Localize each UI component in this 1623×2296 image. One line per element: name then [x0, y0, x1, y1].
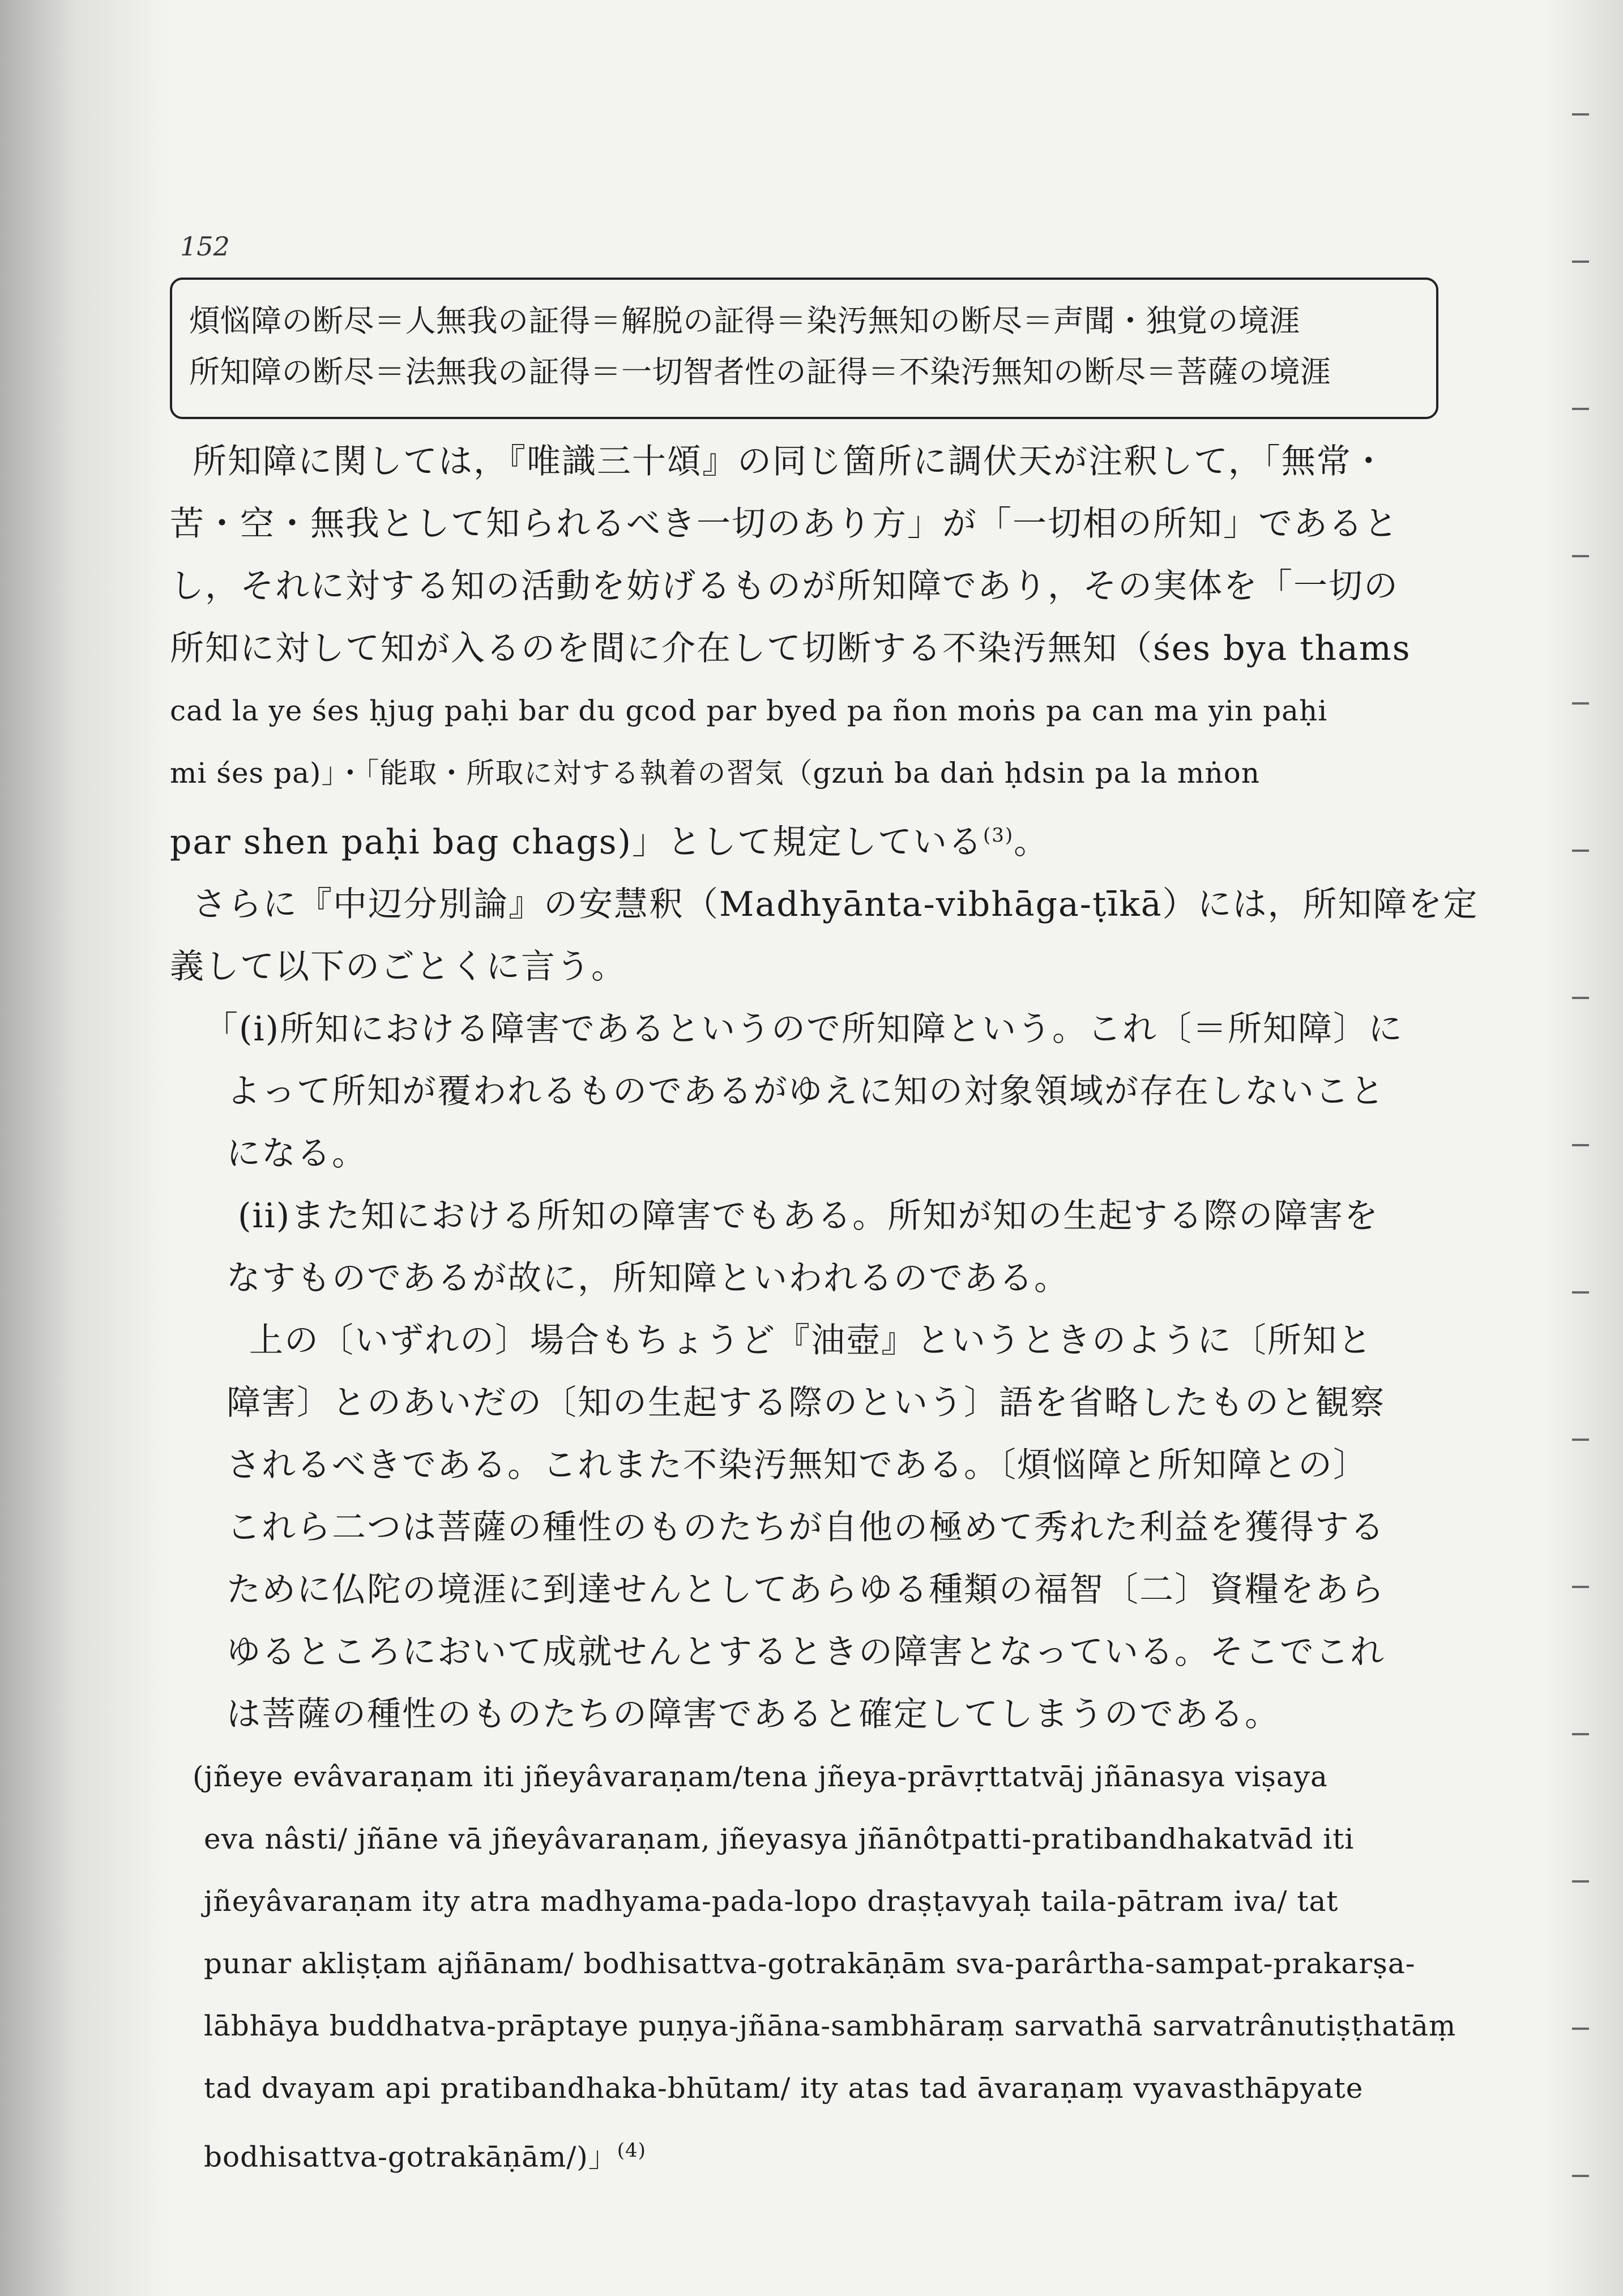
sanskrit-line: tad dvayam api pratibandhaka-bhūtam/ ity atas tad āvaraṇaṃ vyavasthāpyate [204, 2072, 1364, 2105]
quote-line: は菩薩の種性のものたちの障害であると確定してしまうのである。 [227, 1695, 1280, 1734]
scan-shadow-left [0, 0, 170, 2296]
footnote-ref-3: (3) [983, 824, 1014, 847]
page-number: 152 [180, 231, 230, 262]
quote-line: (ii)また知における所知の障害でもある。所知が知の生起する際の障害を [238, 1196, 1379, 1236]
quote-line: よって所知が覆われるものであるがゆえに知の対象領域が存在しないこと [227, 1072, 1385, 1111]
quote-line: 「(i)所知における障害であるというので所知障という。これ〔＝所知障〕に [204, 1009, 1404, 1049]
paragraph-line: 義して以下のごとくに言う。 [170, 947, 626, 987]
summary-line-klesa: 煩悩障の断尽＝人無我の証得＝解脱の証得＝染汚無知の断尽＝声聞・独覚の境涯 [189, 303, 1300, 339]
sanskrit-quotation [170, 1746, 1457, 2188]
paragraph-text: par shen paḥi bag chags)」として規定している [170, 822, 983, 862]
quote-line: 上の〔いずれの〕場合もちょうど『油壺』というときのように〔所知と [249, 1321, 1373, 1360]
sanskrit-text: bodhisattva-gotrakāṇām/)」 [204, 2140, 617, 2174]
quote-line: なすものであるが故に，所知障といわれるのである。 [227, 1258, 1069, 1298]
body-text [170, 430, 1479, 2188]
footnote-ref-4: (4) [617, 2139, 646, 2162]
summary-box [170, 278, 1438, 419]
sanskrit-line: (jñeye evâvaraṇam iti jñeyâvaraṇam/tena jñeya-prāvṛttatvāj jñānasya viṣaya [193, 1760, 1328, 1793]
sanskrit-line: jñeyâvaraṇam ity atra madhyama-pada-lopo draṣṭavyaḥ taila-pātram iva/ tat [204, 1885, 1339, 1918]
sanskrit-line: eva nâsti/ jñāne vā jñeyâvaraṇam, jñeyasya jñānôtpatti-pratibandhakatvād iti [204, 1823, 1355, 1855]
paragraph-line: し，それに対する知の活動を妨げるものが所知障であり，その実体を「一切の [170, 566, 1399, 606]
paragraph-line-last [170, 804, 1433, 873]
paragraph-line: mi śes pa)」・「能取・所取に対する執着の習気（gzuṅ ba daṅ ḥdsin pa la mṅon [170, 757, 1260, 789]
paragraph-line: 所知障に関しては，『唯識三十頌』の同じ箇所に調伏天が注釈して，「無常・ [193, 442, 1387, 481]
quote-line: されるべきである。これまた不染汚無知である。〔煩悩障と所知障との〕 [227, 1445, 1368, 1485]
paragraph-line: 苦・空・無我として知られるべき一切のあり方」が「一切相の所知」であると [170, 504, 1399, 544]
quote-line: になる。 [227, 1134, 367, 1173]
quote-line: 障害〕とのあいだの〔知の生起する際のという〕語を省略したものと観察 [227, 1383, 1385, 1423]
quote-line: ゆるところにおいて成就せんとするときの障害となっている。そこでこれ [227, 1632, 1385, 1672]
paragraph-line: 所知に対して知が入るのを間に介在して切断する不染汚無知（śes bya thams [170, 629, 1411, 668]
sanskrit-line: lābhāya buddhatva-prāptaye puṇya-jñāna-sambhāraṃ sarvathā sarvatrânutiṣṭhatāṃ [204, 2009, 1457, 2042]
paragraph-line: cad la ye śes ḥjug paḥi bar du gcod par byed pa ñon moṅs pa can ma yin paḥi [170, 694, 1328, 727]
edge-marks [1566, 0, 1589, 2296]
summary-line-jneya: 所知障の断尽＝法無我の証得＝一切智者性の証得＝不染汚無知の断尽＝菩薩の境涯 [189, 354, 1331, 390]
sanskrit-line: punar akliṣṭam ajñānam/ bodhisattva-gotrakāṇām sva-parârtha-sampat-prakarṣa- [204, 1947, 1416, 1980]
quote-line: ために仏陀の境涯に到達せんとしてあらゆる種類の福智〔二〕資糧をあら [227, 1570, 1385, 1610]
quote-line: これら二つは菩薩の種性のものたちが自他の極めて秀れた利益を獲得する [227, 1508, 1385, 1547]
quotation-block [170, 998, 1433, 1746]
paragraph-line: さらに『中辺分別論』の安慧釈（Madhyānta-vibhāga-ṭīkā）には，所知障を定 [193, 885, 1479, 924]
paragraph-end: 。 [1014, 822, 1049, 862]
sanskrit-line-last [193, 2119, 1433, 2188]
